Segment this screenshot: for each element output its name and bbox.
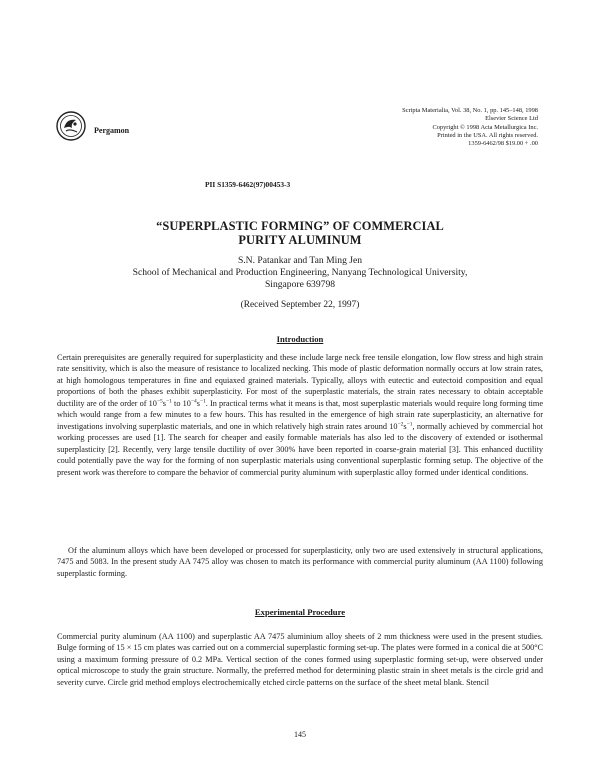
- pii-identifier: PII S1359-6462(97)00453-3: [205, 180, 291, 189]
- journal-line: Elsevier Science Ltd: [485, 115, 538, 123]
- authors: S.N. Patankar and Tan Ming Jen: [237, 255, 363, 266]
- experimental-procedure-heading: Experimental Procedure: [254, 607, 346, 617]
- article-title: [0, 219, 600, 247]
- journal-line: Printed in the USA. All rights reserved.: [437, 131, 538, 139]
- publisher-name: Pergamon: [94, 126, 130, 135]
- journal-line: Scripta Materialia, Vol. 38, No. 1, pp. 145–148, 1998: [402, 107, 538, 114]
- received-date: (Received September 22, 1997): [240, 300, 360, 310]
- journal-line: 1359-6462/98 $19.00 + .00: [468, 140, 538, 148]
- introduction-paragraph-1: Certain prerequisites are generally required for superplasticity and these include large neck free tensile elongation, low flow stress and high strain rate sensitivity, which is also the measure of resistance to localized necking. This mode of plastic deformation normally occurs at low strain rates, at high homologous temperatures in fine and equiaxed grained materials. Typically, alloys with eutectic and eutectoid composition and equal proportions of both the phases exhibit superplasticity. For most of the superplastic materials, the strain rates necessary to obtain acceptable ductility are of the order of $10^{-5}s^{-1}$ to $10^{-4}s^{-1}$. In practical terms what it means is that, most superplastic materials would require long forming time which would range from a few minutes to a few hours. This has resulted in the emergence of high strain rate superplasticity, an alternative for investigations involving superplastic materials, and one in which relatively high strain rates around $10^{-2}s^{-1}$, normally achieved by commercial hot working processes are used [1]. The search for cheaper and easily formable materials has also led to the discovery of extended or isothermal superplasticity [2]. Recently, very large tensile ductility of over 300% have been reported in coarse-grain material [3]. This enhanced ductility could potentially pave the way for the forming of non superplastic materials using conventional superplastic forming setup. The objective of the present work was therefore to compare the behavior of commercial purity aluminum with superplastic alloy formed under identical conditions.: [57, 353, 543, 477]
- journal-line: Copyright © 1998 Acta Metallurgica Inc.: [432, 123, 538, 131]
- affiliation-line-2: Singapore 639798: [264, 279, 336, 290]
- introduction-heading: Introduction: [276, 334, 324, 344]
- journal-citation: [338, 107, 538, 148]
- title-line-2: PURITY ALUMINUM: [238, 233, 362, 247]
- page-number: 145: [294, 730, 306, 739]
- experimental-paragraph-1: Commercial purity aluminum (AA 1100) and superplastic AA 7475 aluminium alloy sheets of 2 mm thickness were used in the present studies. Bulge forming of 15 × 15 cm plates was carried out on a commercial superplastic forming set-up. The plates were formed in a conical die at 500°C using a maximum forming pressure of 0.2 MPa. Vertical section of the cones formed using superplastic forming set-up, were observed under optical microscope to study the grain structure. Normally, the preferred method for determining plastic strain in sheet metals is the circle grid and severity curve. Circle grid method employs electrochemically etched circle patterns on the surface of the sheet metal blank. Stencil: [57, 632, 543, 687]
- affiliation-line-1: School of Mechanical and Production Engineering, Nanyang Technological University,: [132, 267, 468, 278]
- author-block: [0, 255, 600, 291]
- introduction-paragraph-2: Of the aluminum alloys which have been developed or processed for superplasticity, only two are used extensively in structural applications, 7475 and 5083. In the present study AA 7475 alloy was chosen to match its performance with commercial purity aluminum (AA 1100) following superplastic forming.: [57, 546, 543, 578]
- title-line-1: “SUPERPLASTIC FORMING” OF COMMERCIAL: [156, 219, 444, 233]
- pergamon-logo-icon: [56, 111, 86, 141]
